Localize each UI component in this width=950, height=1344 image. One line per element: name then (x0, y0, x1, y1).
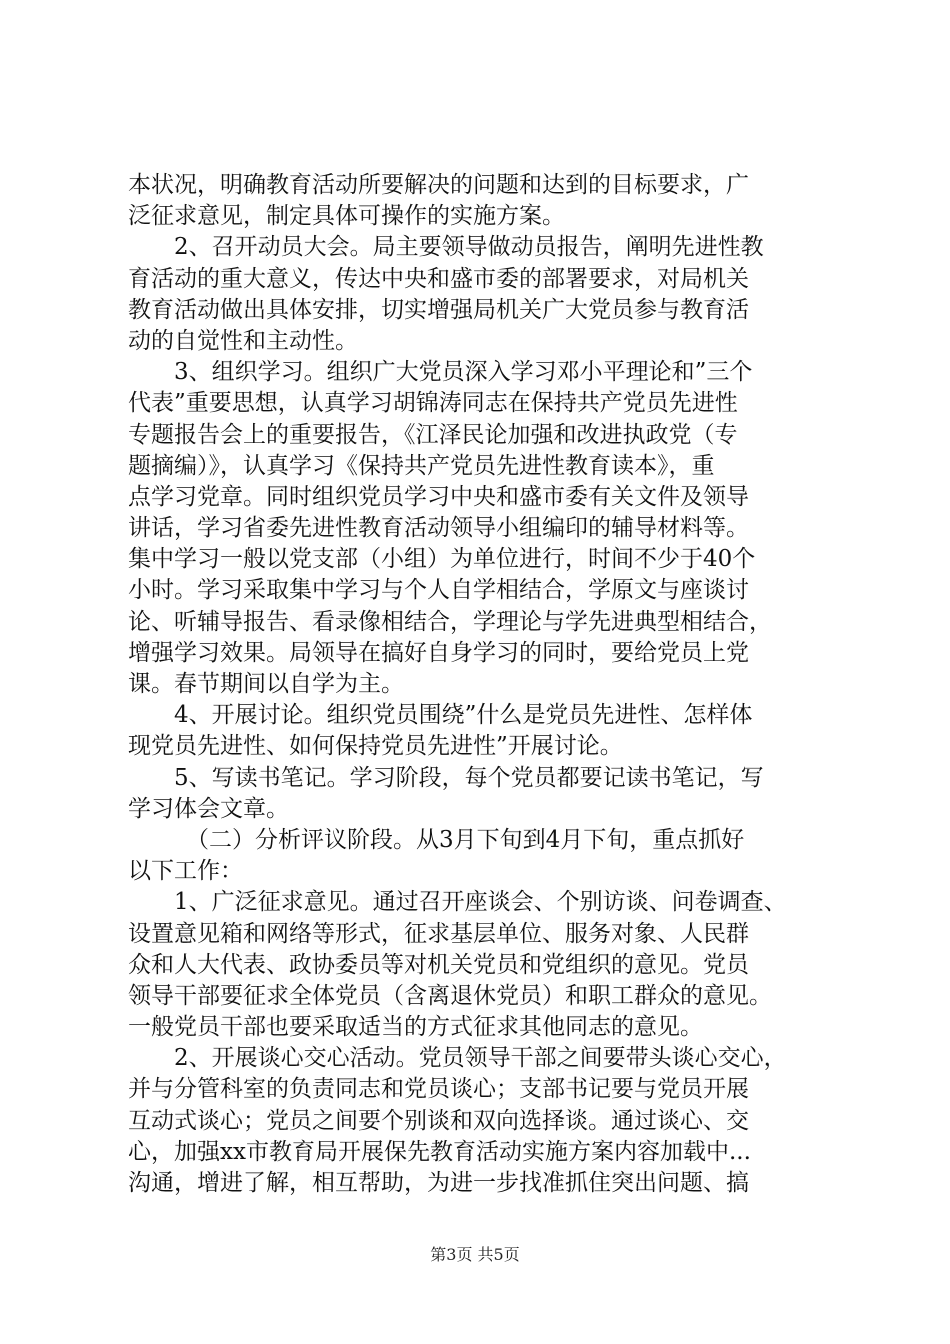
text-line: 增强学习效果。局领导在搞好自身学习的同时，要给党员上党 (128, 639, 749, 666)
text-line: 2、召开动员大会。局主要领导做动员报告，阐明先进性教 (174, 234, 764, 261)
text-line: 并与分管科室的负责同志和党员谈心；支部书记要与党员开展 (128, 1076, 749, 1103)
text-line: 本状况，明确教育活动所要解决的问题和达到的目标要求，广 (128, 172, 749, 198)
text-line: 题摘编）》，认真学习《保持共产党员先进性教育读本》，重 (128, 452, 715, 479)
text-line: 讲话，学习省委先进性教育活动领导小组编印的辅导材料等。 (128, 515, 749, 542)
text-line: 专题报告会上的重要报告，《江泽民论加强和改进执政党（专 (128, 421, 738, 448)
page-number-footer: 第3页 共5页 (430, 1245, 520, 1264)
text-line: 学习体会文章。 (128, 795, 289, 822)
text-line: 互动式谈心；党员之间要个别谈和双向选择谈。通过谈心、交 (128, 1107, 749, 1134)
text-line: 5、写读书笔记。学习阶段，每个党员都要记读书笔记，写 (174, 764, 764, 791)
text-line: 4、开展讨论。组织党员围绕”什么是党员先进性、怎样体 (174, 702, 753, 729)
text-line: 沟通，增进了解，相互帮助，为进一步找准抓住突出问题、搞 (128, 1170, 749, 1196)
text-line: 以下工作： (128, 858, 243, 885)
text-line: 众和人大代表、政协委员等对机关党员和党组织的意见。党员 (128, 951, 749, 978)
text-line: 一般党员干部也要采取适当的方式征求其他同志的意见。 (128, 1014, 703, 1041)
text-line: 论、听辅导报告、看录像相结合，学理论与学先进典型相结合， (128, 608, 772, 635)
document-body (128, 170, 828, 1199)
text-line: 教育活动做出具体安排，切实增强局机关广大党员参与教育活 (128, 296, 749, 323)
text-line: 领导干部要征求全体党员（含离退休党员）和职工群众的意见。 (128, 982, 772, 1009)
text-line: 泛征求意见，制定具体可操作的实施方案。 (128, 203, 565, 230)
text-line: 设置意见箱和网络等形式，征求基层单位、服务对象、人民群 (128, 920, 749, 947)
text-line: 2、开展谈心交心活动。党员领导干部之间要带头谈心交心， (174, 1045, 787, 1072)
text-line: 动的自觉性和主动性。 (128, 327, 358, 354)
section-heading: （二）分析评议阶段。从3月下旬到4月下旬，重点抓好 (186, 826, 745, 853)
text-line: 小时。学习采取集中学习与个人自学相结合，学原文与座谈讨 (128, 577, 749, 604)
text-line: 点学习党章。同时组织党员学习中央和盛市委有关文件及领导 (128, 483, 749, 510)
text-line: 课。春节期间以自学为主。 (128, 671, 404, 697)
text-line: 育活动的重大意义，传达中央和盛市委的部署要求，对局机关 (128, 265, 749, 292)
text-line: 代表”重要思想，认真学习胡锦涛同志在保持共产党员先进性 (128, 390, 738, 417)
text-line: 现党员先进性、如何保持党员先进性”开展讨论。 (128, 733, 623, 760)
text-line: 心，加强xx市教育局开展保先教育活动实施方案内容加载中... (128, 1138, 751, 1165)
text-line: 集中学习一般以党支部（小组）为单位进行，时间不少于40个 (128, 546, 756, 573)
text-line: 1、广泛征求意见。通过召开座谈会、个别访谈、问卷调查、 (174, 889, 787, 916)
text-line: 3、组织学习。组织广大党员深入学习邓小平理论和”三个 (174, 359, 753, 386)
